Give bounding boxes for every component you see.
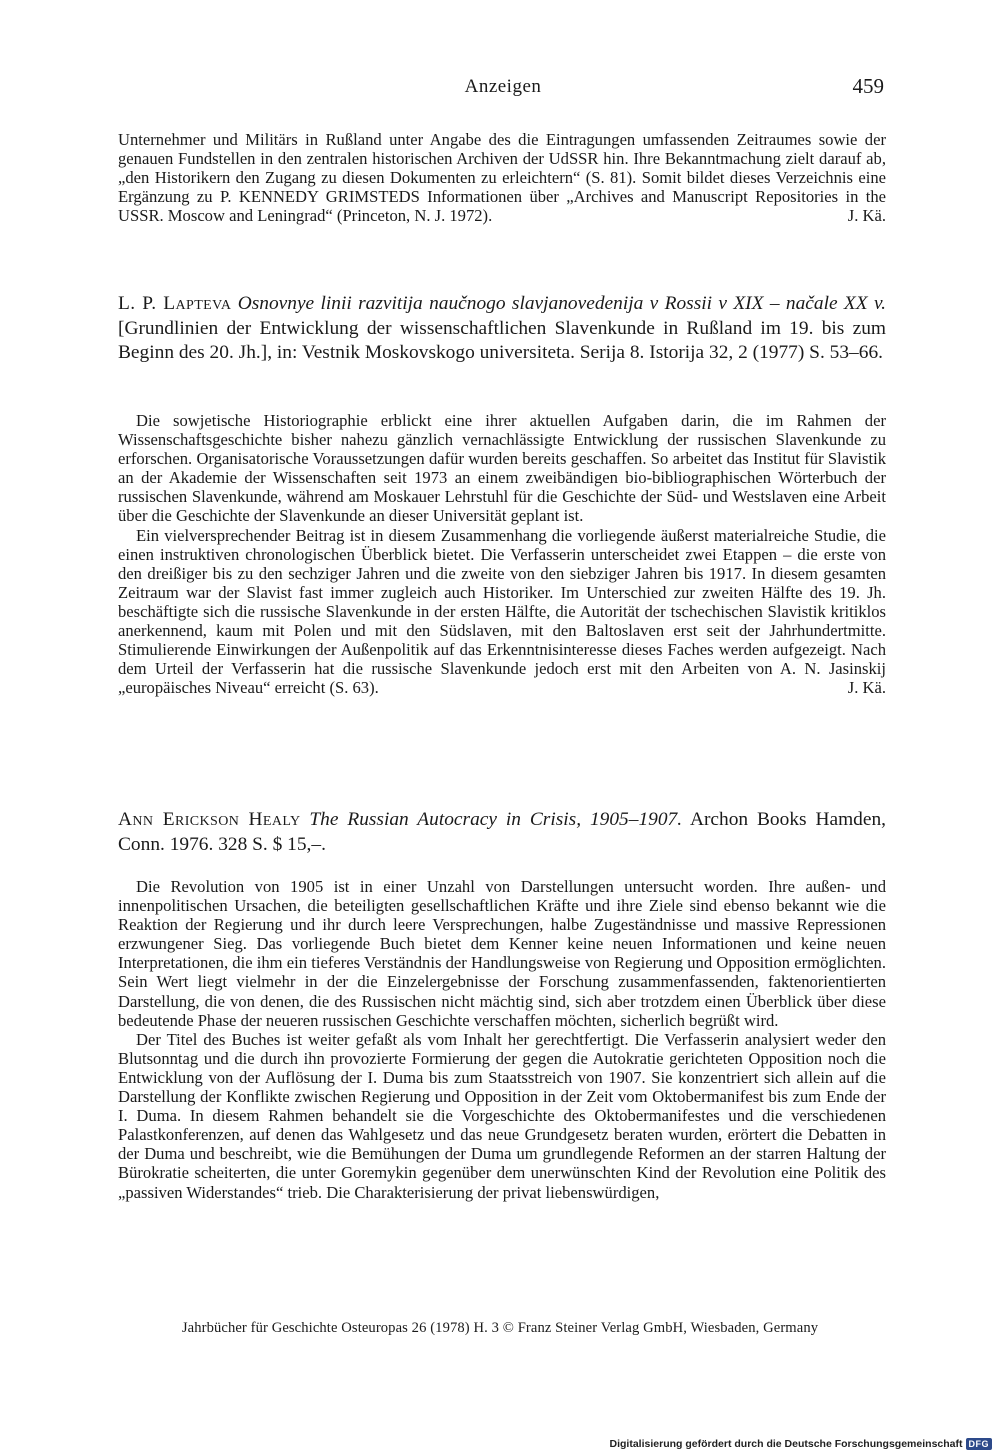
- review-citation: [118, 292, 886, 366]
- review-paragraph: Die sowjetische Historiographie erblickt eine ihrer aktuellen Aufgaben darin, die im Rahmen der Wissenschaftsgeschichte bisher nahezu gänzlich vernachlässigte Entwicklung der russischen Slavenkunde zu erforschen. Organisatorische Voraussetzungen dafür wurden bereits geschaffen. So arbeitet das Institut für Slavistik an der Akademie der Wissenschaften seit 1973 an einem zweibändigen bio-bibliographischen Wörterbuch der russischen Slavenkunde, während am Moskauer Lehrstuhl für die Geschichte der Süd- und Westslaven eine Arbeit über die Geschichte der Slavenkunde an dieser Universität geplant ist.: [118, 411, 886, 526]
- review-body: [118, 411, 886, 697]
- paragraph-text: Ein vielversprechender Beitrag ist in diesem Zusammenhang die vorliegende äußerst materialreiche Studie, die einen instruktiven chronologischen Überblick bietet. Die Verfasserin unterscheidet zwei Etappen – die erste von den dreißiger bis zu den sechziger Jahren und die zweite von den siebziger Jahren bis 1917. In diesem gesamten Zeitraum war der Slavist fast immer zugleich auch Historiker. Im Unterschied zur zweiten Hälfte des 19. Jh. beschäftigte sich die russische Slavenkunde in der ersten Hälfte, die Autorität der tschechischen Slavistik kritiklos anerkennend, kaum mit Polen und mit den Südslaven, mit den Baltoslaven erst seit der Jahrhundertmitte. Stimulierende Einwirkungen der Außenpolitik auf das Erkenntnisinteresse dieses Faches werden aufgezeigt. Nach dem Urteil der Verfasserin hat die russische Slavenkunde jedoch erst mit den Arbeiten von A. N. Jasinskij „europäisches Niveau“ erreicht (S. 63).: [118, 525, 886, 698]
- review-body: [118, 877, 886, 1202]
- reviewer-signature: J. Kä.: [847, 678, 886, 698]
- bibliographic-info: Archon Books Hamden, Conn. 1976. 328 S. $ 15,–.: [118, 809, 886, 855]
- running-title: Anzeigen: [464, 76, 542, 97]
- author-name: Ann Erickson Healy: [118, 809, 301, 830]
- stamp-text: Digitalisierung gefördert durch die Deutsche Forschungsgemeinschaft: [609, 1438, 963, 1450]
- citation-text: [118, 292, 886, 366]
- author-name: L. P. Lapteva: [118, 293, 232, 314]
- review-paragraph: Die Revolution von 1905 ist in einer Unzahl von Darstellungen untersucht worden. Ihre außen- und innenpolitischen Ursachen, die beteiligten gesellschaftlichen Kräfte und ihre Ziele sind ebenso bekannt wie die Reaktion der Regierung und ihr durch leere Versprechungen, halbe Zugeständnisse und massive Repressionen erzwungener Sieg. Das vorliegende Buch bietet dem Kenner keine neuen Informationen und keine neuen Interpretationen, die ihm ein tieferes Verständnis der Handlungsweise von Regierung und Opposition ermöglichten. Sein Wert liegt vielmehr in der die Einzelergebnisse der Forschung zusammenfassenden, faktenorientierten Darstellung, die von denen, die des Russischen nicht mächtig sind, sich aber trotzdem einen Überblick über diese bedeutende Phase der neueren russischen Geschichte verschaffen möchten, sicherlich begrüßt wird.: [118, 877, 886, 1030]
- work-title: Osnovnye linii razvitija naučnogo slavjanovedenija v Rossii v XIX – načale XX v.: [237, 293, 886, 314]
- review-paragraph: Der Titel des Buches ist weiter gefaßt als vom Inhalt her gerechtfertigt. Die Verfasserin analysiert weder den Blutsonntag und die durch ihn provozierte Formierung der gegen die Autokratie gerichteten Opposition noch die Entwicklung von der Auflösung der I. Duma bis zum Staatsstreich von 1907. Sie konzentriert sich allein auf die Darstellung der Konflikte zwischen Regierung und Opposition in der Zeit vom Oktobermanifest bis zum Ende der I. Duma. In diesem Rahmen behandelt sie die Vorgeschichte des Oktobermanifestes und die verschiedenen Palastkonferenzen, auf denen das Wahlgesetz und das neue Grundgesetz beraten wurden, erörtert die Debatten in der Duma und beschreibt, wie die Bemühungen der Duma um grundlegende Reformen an der starren Haltung der Bürokratie scheiterten, die unter Goremykin gegenüber dem unerwünschten Kind der Revolution eine Politik des „passiven Widerstandes“ trieb. Die Charakterisierung der privat liebenswürdigen,: [118, 1029, 886, 1202]
- review-paragraph: [118, 130, 886, 225]
- page-header: [118, 76, 888, 104]
- journal-footer: Jahrbücher für Geschichte Osteuropas 26 (1978) H. 3 © Franz Steiner Verlag GmbH, Wiesbaden, Germany: [181, 1320, 819, 1336]
- reviewer-signature: J. Kä.: [847, 206, 886, 226]
- dfg-logo-icon: DFG: [966, 1438, 993, 1450]
- page-number: 459: [852, 74, 884, 98]
- digitization-stamp: [610, 1438, 992, 1450]
- review-citation: [118, 808, 886, 857]
- bibliographic-info: [Grundlinien der Entwicklung der wissenschaftlichen Slavenkunde in Rußland im 19. bis zum Beginn des 20. Jh.], in: Vestnik Moskovskogo universiteta. Serija 8. Istorija 32, 2 (1977) S. 53–66.: [118, 317, 886, 363]
- citation-text: [118, 808, 886, 857]
- review-paragraph: [118, 526, 886, 698]
- review-continuation: [118, 130, 886, 225]
- work-title: The Russian Autocracy in Crisis, 1905–1907.: [309, 809, 683, 830]
- paragraph-text: Unternehmer und Militärs in Rußland unter Angabe des die Eintragungen umfassenden Zeitraumes sowie der genauen Fundstellen in den zentralen historischen Archiven der UdSSR hin. Ihre Bekanntmachung zielt darauf ab, „den Historikern den Zugang zu diesen Dokumenten zu erleichtern“ (S. 81). Somit bildet dieses Verzeichnis eine Ergänzung zu P. KENNEDY GRIMSTEDS Informationen über „Archives and Manuscript Repositories in the USSR. Moscow and Leningrad“ (Princeton, N. J. 1972).: [118, 130, 886, 226]
